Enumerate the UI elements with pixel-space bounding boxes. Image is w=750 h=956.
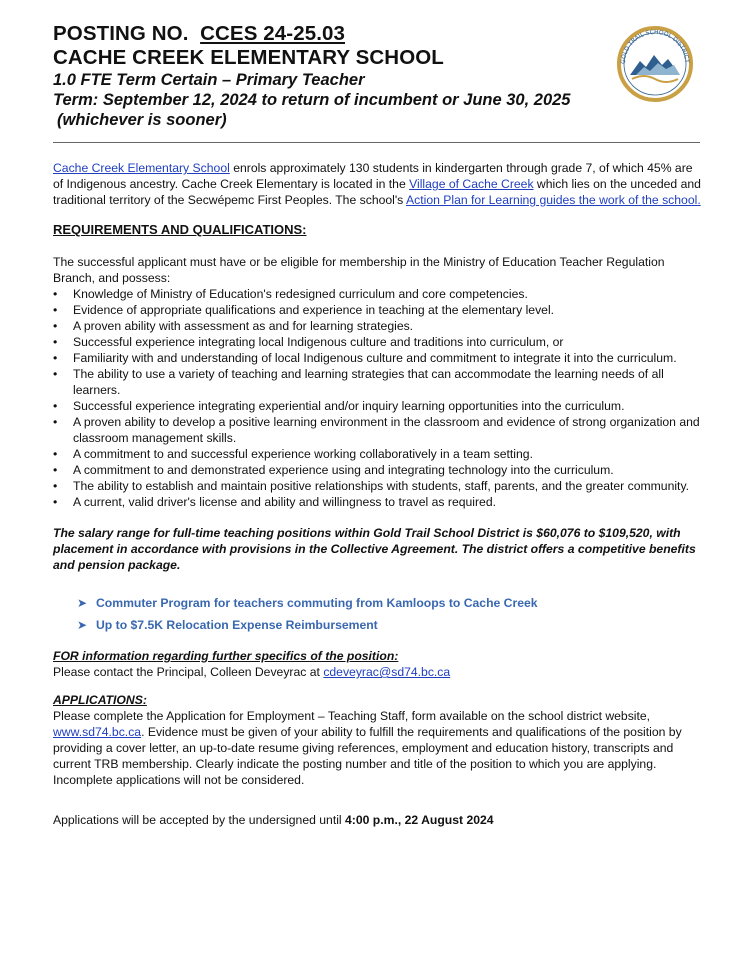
- village-link[interactable]: Village of Cache Creek: [409, 177, 534, 191]
- arrow-bullet-icon: ➤: [77, 596, 88, 610]
- intro-text-1: enrols approximately 130 students in kindergarten through grade 7, of which 45% are of Indigenous ancestry. Cache Creek Elementary is located in the: [53, 161, 693, 191]
- list-item: • A commitment to and demonstrated experience using and integrating technology into the curriculum.: [53, 462, 703, 478]
- deadline-text: Applications will be accepted by the undersigned until: [53, 813, 346, 827]
- applications-text-1: Please complete the Application for Employment – Teaching Staff, form available on the school district website,: [53, 709, 651, 723]
- list-item: [53, 614, 703, 636]
- position-title: 1.0 FTE Term Certain – Primary Teacher: [53, 71, 365, 89]
- perks-list: [53, 592, 703, 636]
- deadline-date: 4:00 p.m., 22 August 2024: [345, 813, 494, 827]
- applications-heading: APPLICATIONS:: [53, 693, 147, 707]
- posting-number: [53, 22, 701, 46]
- info-heading: FOR information regarding further specifics of the position:: [53, 649, 399, 663]
- list-item: • The ability to establish and maintain positive relationships with students, staff, parents, and the greater community.: [53, 478, 703, 494]
- salary-paragraph: The salary range for full-time teaching positions within Gold Trail School District is $60,076 to $109,520, with placement in accordance with provisions in the Collective Agreement. The district offers a competitive benefits and pension package.: [53, 526, 696, 572]
- list-item: • A proven ability with assessment as and for learning strategies.: [53, 318, 703, 334]
- list-item: • Successful experience integrating local Indigenous culture and traditions into curriculum, or: [53, 334, 703, 350]
- school-link[interactable]: Cache Creek Elementary School: [53, 161, 230, 175]
- list-item: • Knowledge of Ministry of Education's redesigned curriculum and core competencies.: [53, 286, 703, 302]
- school-name: CACHE CREEK ELEMENTARY SCHOOL: [53, 46, 444, 69]
- applications-text-2: . Evidence must be given of your ability to fulfill the requirements and qualifications of the position by providing a cover letter, an up-to-date resume giving references, employment and education history, transcripts and current TRB membership. Clearly indicate the posting number and title of the position to which you are applying. Incomplete applications will not be considered.: [53, 725, 682, 787]
- list-item: • Evidence of appropriate qualifications and experience in teaching at the elementary level.: [53, 302, 703, 318]
- posting-header: [53, 22, 701, 130]
- list-item: • The ability to use a variety of teaching and learning strategies that can accommodate the learning needs of all learners.: [53, 366, 703, 398]
- list-item: • A commitment to and successful experience working collaboratively in a team setting.: [53, 446, 703, 462]
- applications-paragraph: [53, 708, 703, 788]
- perk-text: Commuter Program for teachers commuting from Kamloops to Cache Creek: [96, 596, 538, 610]
- requirements-heading: REQUIREMENTS AND QUALIFICATIONS:: [53, 222, 307, 237]
- deadline-paragraph: [53, 812, 703, 828]
- header-divider: [53, 142, 700, 143]
- info-paragraph: [53, 664, 703, 680]
- list-item: • A current, valid driver's license and ability and willingness to travel as required.: [53, 494, 703, 510]
- term-note: (whichever is sooner): [57, 111, 227, 129]
- posting-code: CCES 24-25.03: [200, 22, 345, 45]
- list-item: [53, 592, 703, 614]
- requirements-list: [53, 286, 703, 510]
- list-item: • A proven ability to develop a positive learning environment in the classroom and evidence of strong organization and classroom management skills.: [53, 414, 703, 446]
- list-item: • Successful experience integrating experiential and/or inquiry learning opportunities into the curriculum.: [53, 398, 703, 414]
- list-item: • Familiarity with and understanding of local Indigenous culture and commitment to integrate it into the curriculum.: [53, 350, 703, 366]
- posting-body: [53, 160, 703, 828]
- intro-paragraph: [53, 160, 703, 208]
- website-link[interactable]: www.sd74.bc.ca: [53, 725, 142, 739]
- arrow-bullet-icon: ➤: [77, 618, 88, 632]
- principal-email-link[interactable]: cdeveyrac@sd74.bc.ca: [323, 665, 451, 679]
- intro-text-2: which lies on the unceded and traditional territory of the Secwépemc First Peoples. The school's: [53, 177, 701, 207]
- action-plan-link[interactable]: Action Plan for Learning guides the work of the school.: [406, 193, 701, 207]
- perk-text: Up to $7.5K Relocation Expense Reimbursement: [96, 618, 378, 632]
- posting-prefix: POSTING NO.: [53, 22, 189, 45]
- logo-ring-text: GOLD TRAIL SCHOOL DISTRICT: [619, 28, 691, 65]
- requirements-intro: The successful applicant must have or be eligible for membership in the Ministry of Education Teacher Regulation Branch, and possess:: [53, 255, 665, 285]
- info-text: Please contact the Principal, Colleen Deveyrac at: [53, 665, 324, 679]
- term-dates: Term: September 12, 2024 to return of incumbent or June 30, 2025: [53, 91, 571, 109]
